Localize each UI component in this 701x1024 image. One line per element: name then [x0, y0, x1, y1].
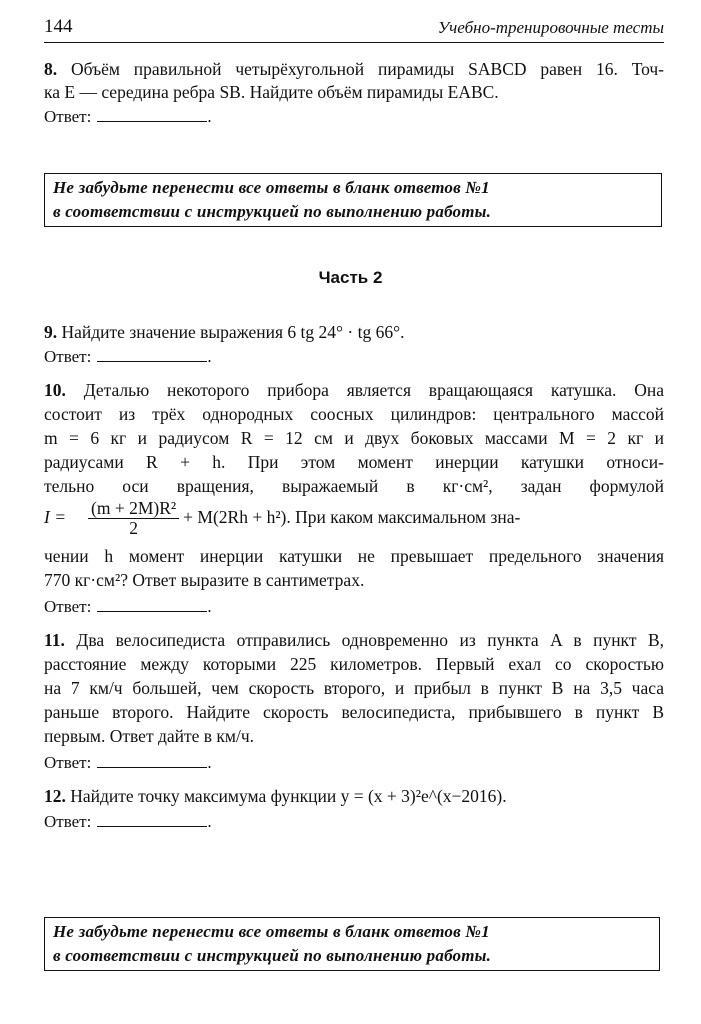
answer-8: Ответ: . — [44, 107, 212, 126]
formula-numerator: (m + 2M)R² — [88, 498, 179, 519]
part-title: Часть 2 — [318, 268, 383, 287]
question-11-line-3: на 7 км/ч большей, чем скорость второго, и прибыл в пункт B на 3,5 часа — [44, 678, 664, 698]
answer-12-blank[interactable] — [97, 811, 207, 827]
question-9 — [44, 321, 664, 344]
question-text: Найдите значение выражения 6 tg 24° · tg 66°. — [61, 322, 405, 342]
question-number: 10. — [44, 380, 66, 400]
question-text: Два велосипедиста отправились одновременно из пункта A в пункт B, — [76, 630, 665, 650]
reminder-box-2 — [44, 917, 660, 971]
reminder-box-1 — [44, 173, 662, 227]
answer-10-blank[interactable] — [97, 596, 207, 612]
answer-label: Ответ: — [44, 597, 92, 616]
answer-9: Ответ: . — [44, 347, 212, 366]
answer-10: Ответ: . — [44, 597, 212, 616]
question-number: 11. — [44, 630, 65, 650]
question-text: Объём правильной четырёхугольной пирамиды SABCD равен 16. Точ- — [70, 59, 665, 79]
question-10-line-7: чении h момент инерции катушки не превышает предельного значения — [44, 546, 664, 566]
formula-fraction — [88, 498, 179, 537]
answer-label: Ответ: — [44, 347, 92, 366]
question-10-line-1 — [44, 379, 664, 402]
question-10-line-2: состоит из трёх однородных соосных цилиндров: центрального массой — [44, 404, 664, 424]
answer-label: Ответ: — [44, 812, 92, 831]
question-11-line-4: раньше второго. Найдите скорость велосипедиста, прибывшего в пункт B — [44, 702, 664, 722]
formula-rest: + M(2Rh + h²). При каком максимальном зна- — [183, 507, 521, 527]
question-10-formula-line — [44, 498, 664, 542]
question-number: 8. — [44, 59, 58, 79]
answer-11: Ответ: . — [44, 753, 212, 772]
page-header — [44, 10, 664, 43]
reminder-line-2: в соответствии с инструкцией по выполнению работы. — [53, 202, 492, 221]
answer-9-blank[interactable] — [97, 346, 207, 362]
reminder-line-1: Не забудьте перенести все ответы в бланк ответов №1 — [53, 922, 490, 941]
question-text: Найдите точку максимума функции y = (x + 3)²e^(x−2016). — [70, 786, 507, 806]
reminder-line-2: в соответствии с инструкцией по выполнению работы. — [53, 946, 492, 965]
answer-label: Ответ: — [44, 753, 92, 772]
question-11-line-1 — [44, 629, 664, 652]
question-number: 9. — [44, 322, 58, 342]
answer-12: Ответ: . — [44, 812, 212, 831]
reminder-line-1: Не забудьте перенести все ответы в бланк ответов №1 — [53, 178, 490, 197]
answer-label: Ответ: — [44, 107, 92, 126]
question-11-line-2: расстояние между которыми 225 километров. Первый ехал со скоростью — [44, 654, 664, 674]
answer-11-blank[interactable] — [97, 752, 207, 768]
question-8-line-1 — [44, 58, 664, 81]
running-title: Учебно-тренировочные тесты — [437, 18, 664, 37]
formula-lhs: I = — [44, 507, 67, 527]
page-number: 144 — [44, 16, 73, 37]
formula-denominator: 2 — [129, 518, 138, 538]
question-10-line-8: 770 кг·см²? Ответ выразите в сантиметрах. — [44, 570, 365, 590]
question-text: Деталью некоторого прибора является вращающаяся катушка. Она — [83, 380, 664, 400]
question-number: 12. — [44, 786, 66, 806]
question-11-line-5: первым. Ответ дайте в км/ч. — [44, 726, 255, 746]
question-10-line-4: радиусами R + h. При этом момент инерции катушки относи- — [44, 452, 664, 472]
question-10-line-5: тельно оси вращения, выражаемый в кг·см², задан формулой — [44, 476, 664, 496]
question-10-line-3: m = 6 кг и радиусом R = 12 см и двух боковых массами M = 2 кг и — [44, 428, 664, 448]
answer-8-blank[interactable] — [97, 106, 207, 122]
question-8-line-2: ка E — середина ребра SB. Найдите объём пирамиды EABC. — [44, 82, 499, 102]
question-12 — [44, 785, 664, 808]
